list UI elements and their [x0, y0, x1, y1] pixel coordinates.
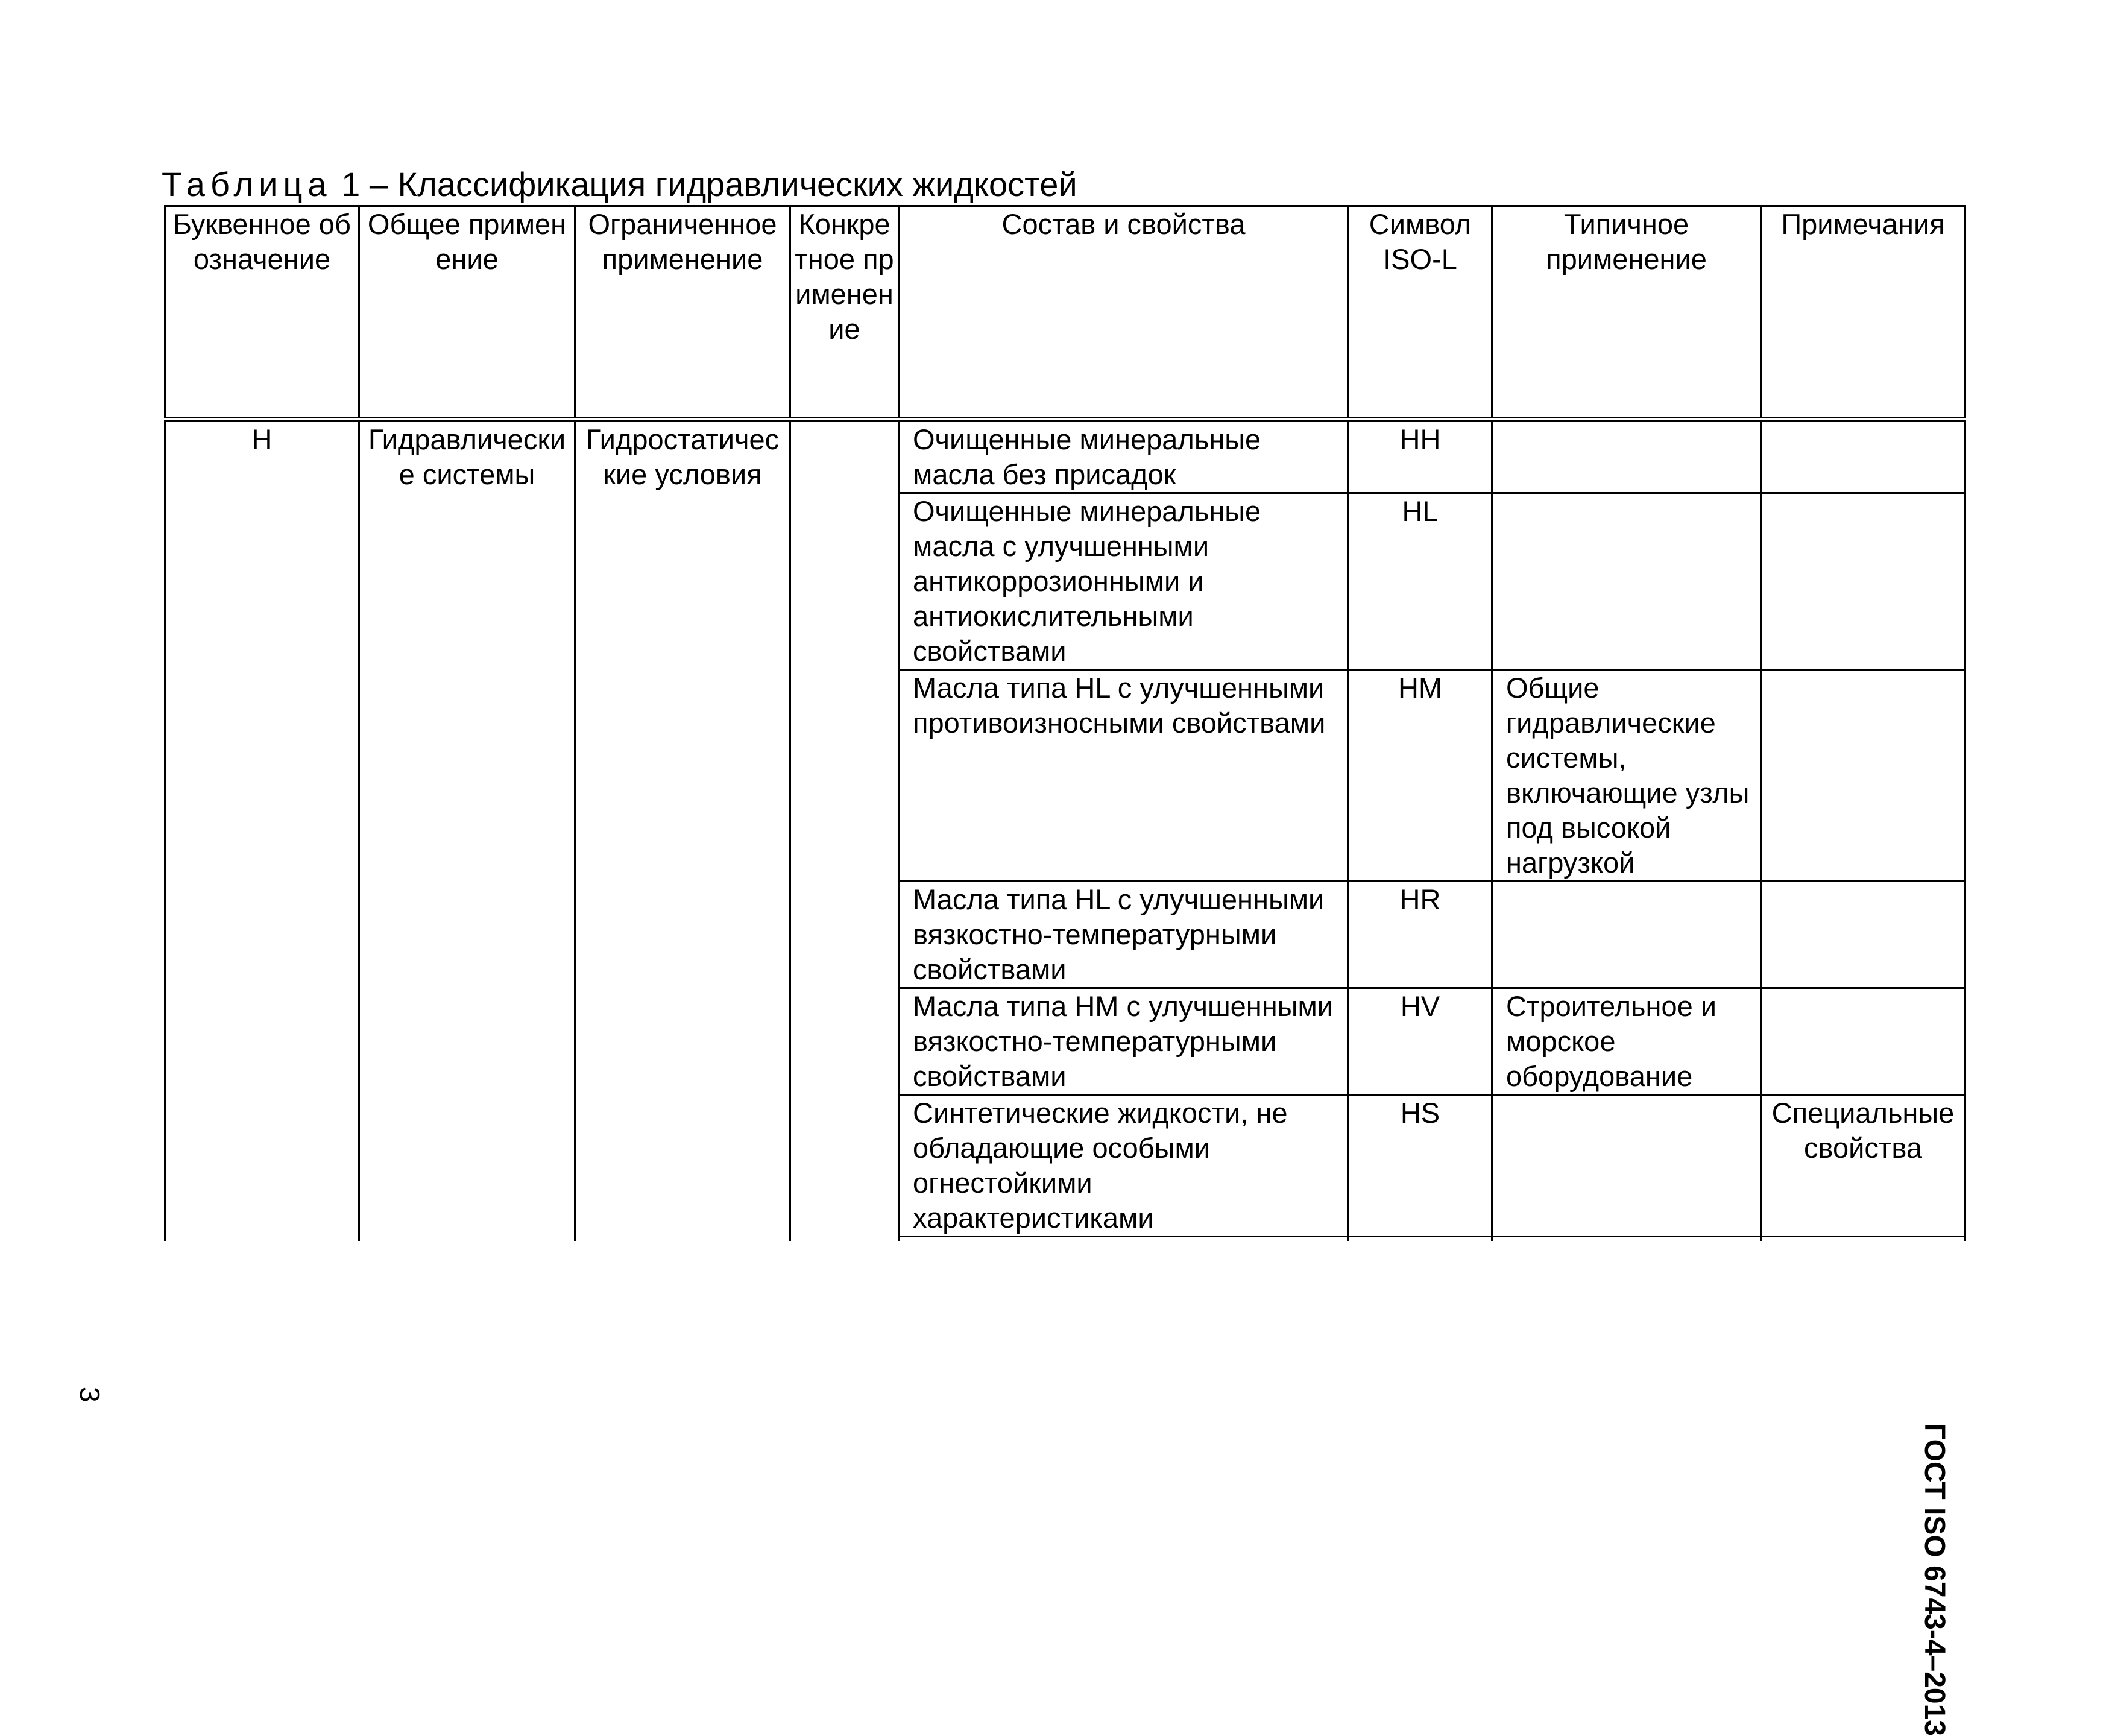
iso-symbol-cell: HM [1349, 670, 1492, 882]
table-caption-word: Таблица [162, 165, 332, 203]
header-iso-symbol: Символ ISO-L [1349, 206, 1492, 420]
composition-cell: Масла типа HL с улучшенными противоизносными свойствами [899, 670, 1349, 882]
iso-symbol-cell: HL [1349, 493, 1492, 670]
composition-cell: Очищенные минеральные масла с улучшенными антикоррозионными и антиокислительными свойствами [899, 493, 1349, 670]
notes-cell [1761, 420, 1965, 493]
continuation-cell [1349, 1237, 1492, 1242]
notes-cell [1761, 670, 1965, 882]
composition-cell: Очищенные минеральные масла без присадок [899, 420, 1349, 493]
continuation-cell [899, 1237, 1349, 1242]
iso-symbol-cell: HR [1349, 882, 1492, 988]
composition-cell: Синтетические жидкости, не обладающие особыми огнестойкими характеристиками [899, 1095, 1349, 1237]
notes-cell [1761, 988, 1965, 1095]
header-specific-application: Конкретное применение [790, 206, 899, 420]
classification-table [164, 205, 1966, 1241]
group-limited-application: Гидростатические условия [575, 420, 790, 1242]
iso-symbol-cell: HH [1349, 420, 1492, 493]
continuation-cell [1761, 1237, 1965, 1242]
typical-application-cell [1492, 493, 1761, 670]
table-caption [162, 162, 1077, 207]
group-general-application: Гидравлические системы [359, 420, 575, 1242]
header-limited-application: Ограниченное применение [575, 206, 790, 420]
header-notes: Примечания [1761, 206, 1965, 420]
page-number: 3 [74, 1387, 106, 1403]
iso-symbol-cell: HS [1349, 1095, 1492, 1237]
group-letter: H [165, 420, 359, 1242]
notes-cell [1761, 493, 1965, 670]
header-composition: Состав и свойства [899, 206, 1349, 420]
typical-application-cell [1492, 420, 1761, 493]
typical-application-cell [1492, 1095, 1761, 1237]
table-caption-title: 1 – Классификация гидравлических жидкостей [341, 165, 1077, 203]
header-typical-application: Типичное применение [1492, 206, 1761, 420]
document-code-label: ГОСТ ISO 6743-4–2013 [1918, 1423, 1950, 1736]
notes-cell: Специальные свойства [1761, 1095, 1965, 1237]
header-general-application: Общее применение [359, 206, 575, 420]
notes-cell [1761, 882, 1965, 988]
typical-application-cell: Общие гидравлические системы, включающие узлы под высокой нагрузкой [1492, 670, 1761, 882]
continuation-cell [1492, 1237, 1761, 1242]
composition-cell: Масла типа HL с улучшенными вязкостно-температурными свойствами [899, 882, 1349, 988]
composition-cell: Масла типа HM с улучшенными вязкостно-температурными свойствами [899, 988, 1349, 1095]
header-row [165, 206, 1965, 420]
header-letter-designation: Буквенное обозначение [165, 206, 359, 420]
typical-application-cell [1492, 882, 1761, 988]
group-specific-application [790, 420, 899, 1242]
table-row [165, 420, 1965, 493]
iso-symbol-cell: HV [1349, 988, 1492, 1095]
typical-application-cell: Строительное и морское оборудование [1492, 988, 1761, 1095]
